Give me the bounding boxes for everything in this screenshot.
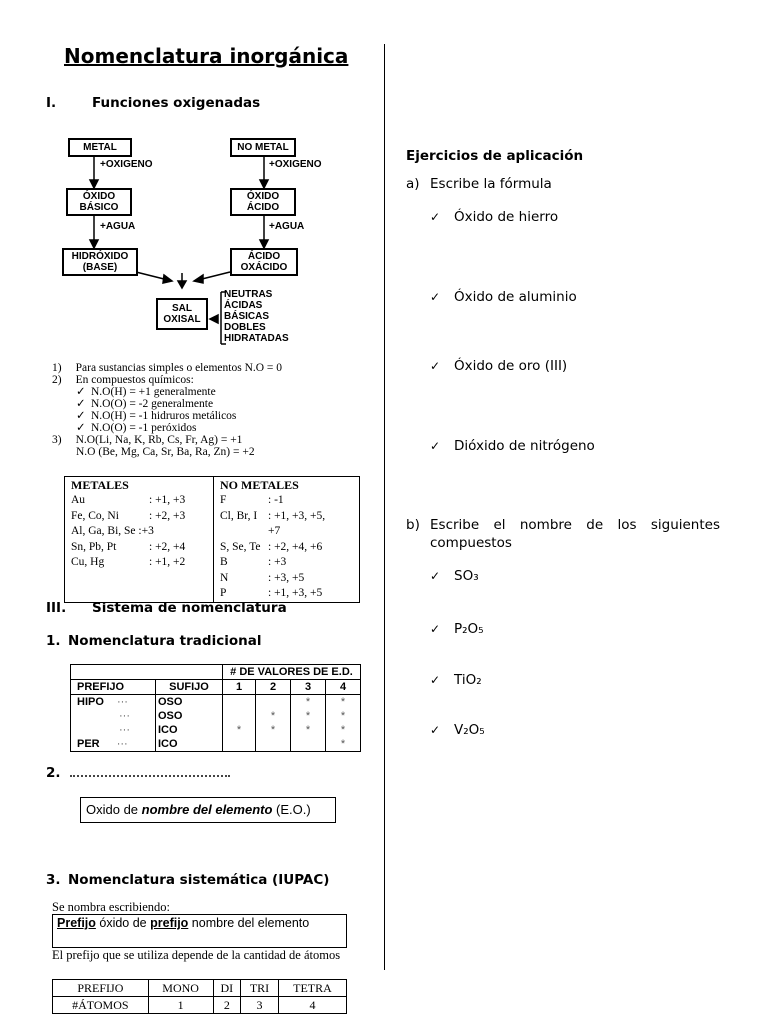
oxidation-rules bbox=[52, 362, 282, 458]
rule-2-item: ✓ N.O(O) = -2 generalmente bbox=[76, 398, 214, 410]
metal-row: Fe, Co, Ni : +2, +3 bbox=[71, 509, 186, 522]
table-row: #ÁTOMOS 1 2 3 4 bbox=[53, 997, 347, 1014]
table-row: PREFIJO MONO DI TRI TETRA bbox=[53, 980, 347, 997]
rule-2-item: ✓ N.O(H) = -1 hidruros metálicos bbox=[76, 410, 237, 422]
plus-agua-label-1: +AGUA bbox=[100, 221, 136, 232]
sufijo-header: SUFIJO bbox=[156, 680, 223, 695]
metal-row: Sn, Pb, Pt : +2, +4 bbox=[71, 540, 186, 553]
no-metales-column: NO METALES F : -1 Cl, Br, I : +1, +3, +5, +7 S, Se, Te : +2, +4, +6 B : +3 N : +3, +5 P : +1, +3, +5 bbox=[214, 477, 360, 603]
exercise-a-item: ✓ Óxido de aluminio bbox=[430, 289, 577, 305]
exercise-a-item: ✓ Óxido de hierro bbox=[430, 209, 559, 225]
sal-types-list: NEUTRAS ÁCIDAS BÁSICAS DOBLES HIDRATADAS bbox=[224, 289, 289, 344]
nonmetal-row: P : +1, +3, +5 bbox=[220, 587, 323, 599]
sal-oxisal-box: SAL OXISAL bbox=[156, 298, 208, 330]
nonmetal-row: +7 bbox=[268, 525, 281, 537]
nonmetal-row: N : +3, +5 bbox=[220, 571, 305, 584]
values-header: # DE VALORES DE E.D. bbox=[223, 665, 361, 680]
rule-2: 2) En compuestos químicos: bbox=[52, 374, 194, 386]
exercise-b-item: ✓ P₂O₅ bbox=[430, 621, 484, 637]
nonmetal-row: S, Se, Te : +2, +4, +6 bbox=[220, 540, 323, 553]
column-divider bbox=[384, 44, 385, 970]
oxidation-states-table bbox=[64, 476, 360, 603]
exercise-a-item: ✓ Óxido de oro (III) bbox=[430, 358, 568, 374]
prefijo-header: PREFIJO bbox=[71, 680, 156, 695]
metales-column: METALES Au : +1, +3 Fe, Co, Ni : +2, +3 Al, Ga, Bi, Se : +3 Sn, Pb, Pt : +2, +4 Cu, Hg : +1, +2 bbox=[65, 477, 214, 603]
section-heading-1: I. Funciones oxigenadas bbox=[46, 95, 261, 111]
subheading-iupac: 3. Nomenclatura sistemática (IUPAC) bbox=[46, 872, 330, 888]
exercise-a: a) Escribe la fórmula bbox=[406, 176, 552, 192]
exercise-b-item: ✓ SO₃ bbox=[430, 568, 479, 584]
exercise-a-item: ✓ Dióxido de nitrógeno bbox=[430, 438, 595, 454]
cropped-heading-remnant bbox=[70, 775, 230, 777]
metal-box: METAL bbox=[68, 138, 132, 157]
table-row: ··· OSO * * * bbox=[71, 709, 361, 723]
iupac-intro: Se nombra escribiendo: bbox=[52, 900, 171, 914]
nonmetal-row: B : +3 bbox=[220, 556, 287, 568]
exercise-b-item: ✓ V₂O₅ bbox=[430, 722, 485, 738]
exercise-b: b) Escribe el nombre de los siguientes compuestos bbox=[406, 517, 720, 551]
exercises-heading: Ejercicios de aplicación bbox=[406, 148, 584, 164]
traditional-nomenclature-table: # DE VALORES DE E.D. PREFIJO SUFIJO 1 2 3 4 HIPO ··· OSO * * ··· OSO * * * ··· ICO * * * * PER ··· ICO * bbox=[70, 664, 361, 752]
plus-oxigeno-label-2: +OXIGENO bbox=[269, 159, 322, 170]
metal-row: Au : +1, +3 bbox=[71, 494, 186, 506]
plus-oxigeno-label-1: +OXIGENO bbox=[100, 159, 153, 170]
metal-row: Cu, Hg : +1, +2 bbox=[71, 556, 186, 568]
check-icon: ✓ bbox=[430, 290, 441, 304]
check-icon: ✓ bbox=[430, 210, 441, 224]
table-row: ··· ICO * * * * bbox=[71, 723, 361, 737]
nonmetal-row: F : -1 bbox=[220, 494, 284, 506]
check-icon: ✓ bbox=[430, 359, 441, 373]
exercise-b-item: ✓ TiO₂ bbox=[430, 672, 482, 688]
metal-row: Al, Ga, Bi, Se : +3 bbox=[71, 525, 154, 537]
nonmetal-row: Cl, Br, I : +1, +3, +5, bbox=[220, 509, 326, 522]
page-title: Nomenclatura inorgánica bbox=[64, 44, 349, 68]
iupac-note: El prefijo que se utiliza depende de la cantidad de átomos bbox=[52, 948, 341, 962]
check-icon: ✓ bbox=[430, 622, 441, 636]
subheading-stock: 2. bbox=[46, 765, 61, 781]
check-icon: ✓ bbox=[430, 569, 441, 583]
rule-2-item: ✓ N.O(H) = +1 generalmente bbox=[76, 386, 216, 398]
oxygen-functions-flowchart bbox=[60, 132, 376, 354]
check-icon: ✓ bbox=[430, 673, 441, 687]
rule-2-item: ✓ N.O(O) = -1 peróxidos bbox=[76, 422, 197, 434]
rule-3-continued: N.O (Be, Mg, Ca, Sr, Ba, Ra, Zn) = +2 bbox=[76, 446, 255, 458]
iupac-prefix-table bbox=[52, 979, 347, 1014]
subheading-traditional: 1. Nomenclatura tradicional bbox=[46, 633, 262, 649]
oxido-acido-box: ÓXIDO ÁCIDO bbox=[230, 188, 296, 216]
check-icon: ✓ bbox=[430, 439, 441, 453]
hidroxido-box: HIDRÓXIDO (BASE) bbox=[62, 248, 138, 276]
section-heading-3: III. Sistema de nomenclatura bbox=[46, 600, 287, 616]
rule-1: 1) Para sustancias simples o elementos N.O = 0 bbox=[52, 362, 283, 374]
iupac-formula-box: Prefijo óxido de prefijo nombre del elemento bbox=[52, 914, 347, 948]
acido-oxacido-box: ÁCIDO OXÁCIDO bbox=[230, 248, 298, 276]
check-icon: ✓ bbox=[430, 723, 441, 737]
stock-formula-box: Oxido de nombre del elemento (E.O.) bbox=[80, 797, 336, 823]
table-row: HIPO ··· OSO * * bbox=[71, 695, 361, 710]
no-metal-box: NO METAL bbox=[230, 138, 296, 157]
oxido-basico-box: ÓXIDO BÁSICO bbox=[66, 188, 132, 216]
plus-agua-label-2: +AGUA bbox=[269, 221, 305, 232]
rule-3: 3) N.O(Li, Na, K, Rb, Cs, Fr, Ag) = +1 bbox=[52, 434, 243, 446]
table-row: PER ··· ICO * bbox=[71, 737, 361, 752]
